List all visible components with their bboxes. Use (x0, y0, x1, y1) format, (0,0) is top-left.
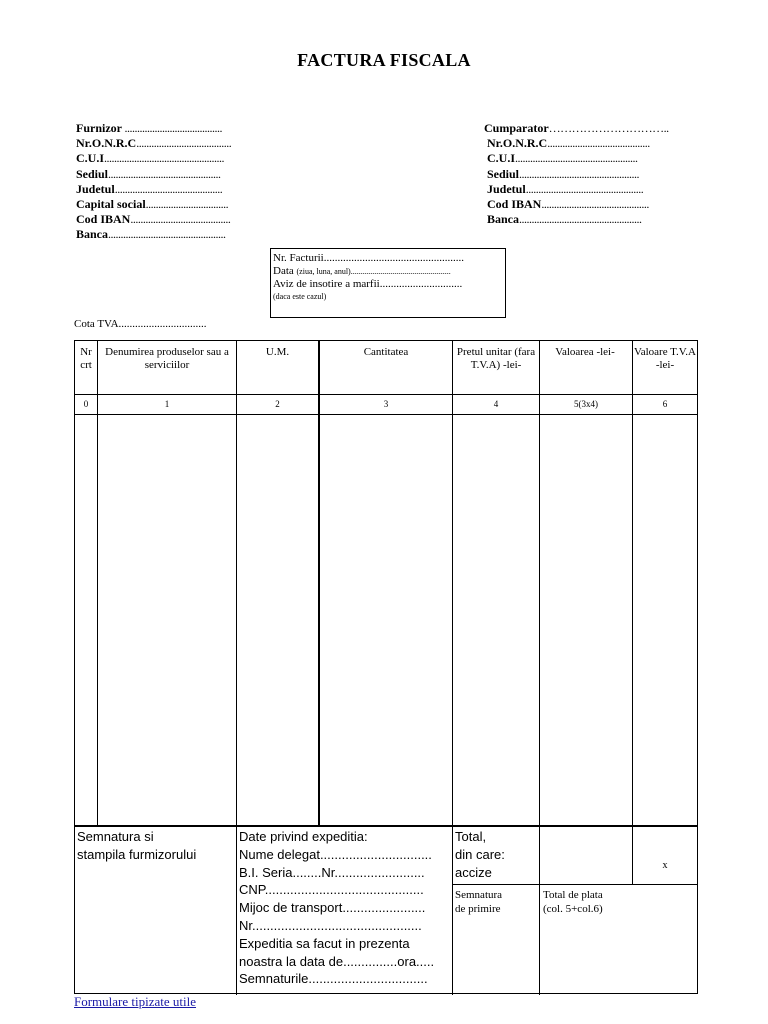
invoice-number-box (270, 248, 506, 318)
cumparator-row: Cumparator………………………….. (484, 121, 669, 135)
col-num: 5(3x4) (574, 399, 598, 409)
furnizor-capital-row: Capital social................................. (76, 197, 229, 212)
furnizor-cui-row: C.U.I................................................ (76, 151, 225, 166)
semnatura-furnizor: Semnatura si stampila furmizorului (77, 829, 197, 862)
row-line (75, 825, 697, 827)
formulare-link[interactable]: Formulare tipizate utile (74, 994, 197, 1009)
invoice-aviz-note: (daca este cazul) (273, 291, 327, 301)
cumparator-judetul-row: Judetul............................................... (487, 181, 644, 196)
cumparator-cui-row: C.U.I................................................. (487, 151, 638, 166)
semnatura-primire: Semnatura de primire (455, 889, 503, 915)
header-valoare-tva: Valoare T.V.A -lei- (633, 346, 696, 371)
furnizor-iban-row: Cod IBAN........................................ (76, 212, 231, 227)
header-valoarea: Valoarea -lei- (555, 346, 615, 358)
col-num: 6 (662, 399, 668, 409)
furnizor-row: Furnizor ....................................... (76, 121, 222, 135)
furnizor-judetul-row: Judetul........................................... (76, 181, 223, 196)
cumparator-banca-row: Banca................................................. (487, 212, 642, 227)
invoice-nr: Nr. Facturii................................................... (273, 252, 464, 264)
header-pret-unitar: Pretul unitar (fara T.V.A) -lei- (456, 346, 536, 371)
total-accize: Total, din care: accize (455, 829, 505, 880)
date-expeditie: Date privind expeditia: Nume delegat............................... B.I. Seria........Nr......................... CNP............................................ Mijoc de transport....................... Nr............................................... Expeditia sa facut in prezenta noastra la data de...............ora..... Semnaturile................................. (239, 829, 435, 987)
cumparator-onrc-row: Nr.O.N.R.C......................................... (487, 136, 650, 151)
row-line (75, 414, 697, 415)
furnizor-onrc-row: Nr.O.N.R.C...................................... (76, 136, 232, 151)
invoice-table (74, 340, 698, 994)
invoice-date: Data (ziua, luna, anul).................................................. (273, 264, 451, 277)
row-line (452, 884, 697, 885)
col-num: 3 (383, 399, 389, 409)
header-cantitatea: Cantitatea (363, 346, 409, 358)
row-line (75, 394, 697, 395)
col-num: 4 (493, 399, 499, 409)
page-title: FACTURA FISCALA (297, 50, 471, 70)
cumparator-sediul-row: Sediul................................................ (487, 166, 640, 181)
header-nr-crt: Nr crt (80, 346, 92, 371)
furnizor-banca-row: Banca............................................... (76, 227, 226, 242)
header-denumire: Denumirea produselor sau a serviciilor (105, 346, 229, 371)
col-line (236, 341, 237, 995)
x-mark: x (662, 860, 668, 871)
col-line (452, 341, 453, 995)
col-line (632, 341, 633, 885)
col-num: 0 (83, 399, 89, 409)
total-de-plata: Total de plata (col. 5+col.6) (543, 889, 603, 915)
furnizor-sediul-row: Sediul............................................. (76, 166, 221, 181)
col-num: 1 (164, 399, 170, 409)
col-num: 2 (275, 399, 280, 409)
cumparator-block (484, 121, 699, 227)
invoice-aviz: Aviz de insotire a marfii.............................. (273, 278, 463, 290)
furnizor-block (76, 121, 276, 243)
header-um: U.M. (265, 346, 290, 358)
cota-tva: Cota TVA................................ (74, 318, 207, 330)
col-line (539, 341, 540, 995)
cumparator-iban-row: Cod IBAN........................................... (487, 197, 649, 212)
